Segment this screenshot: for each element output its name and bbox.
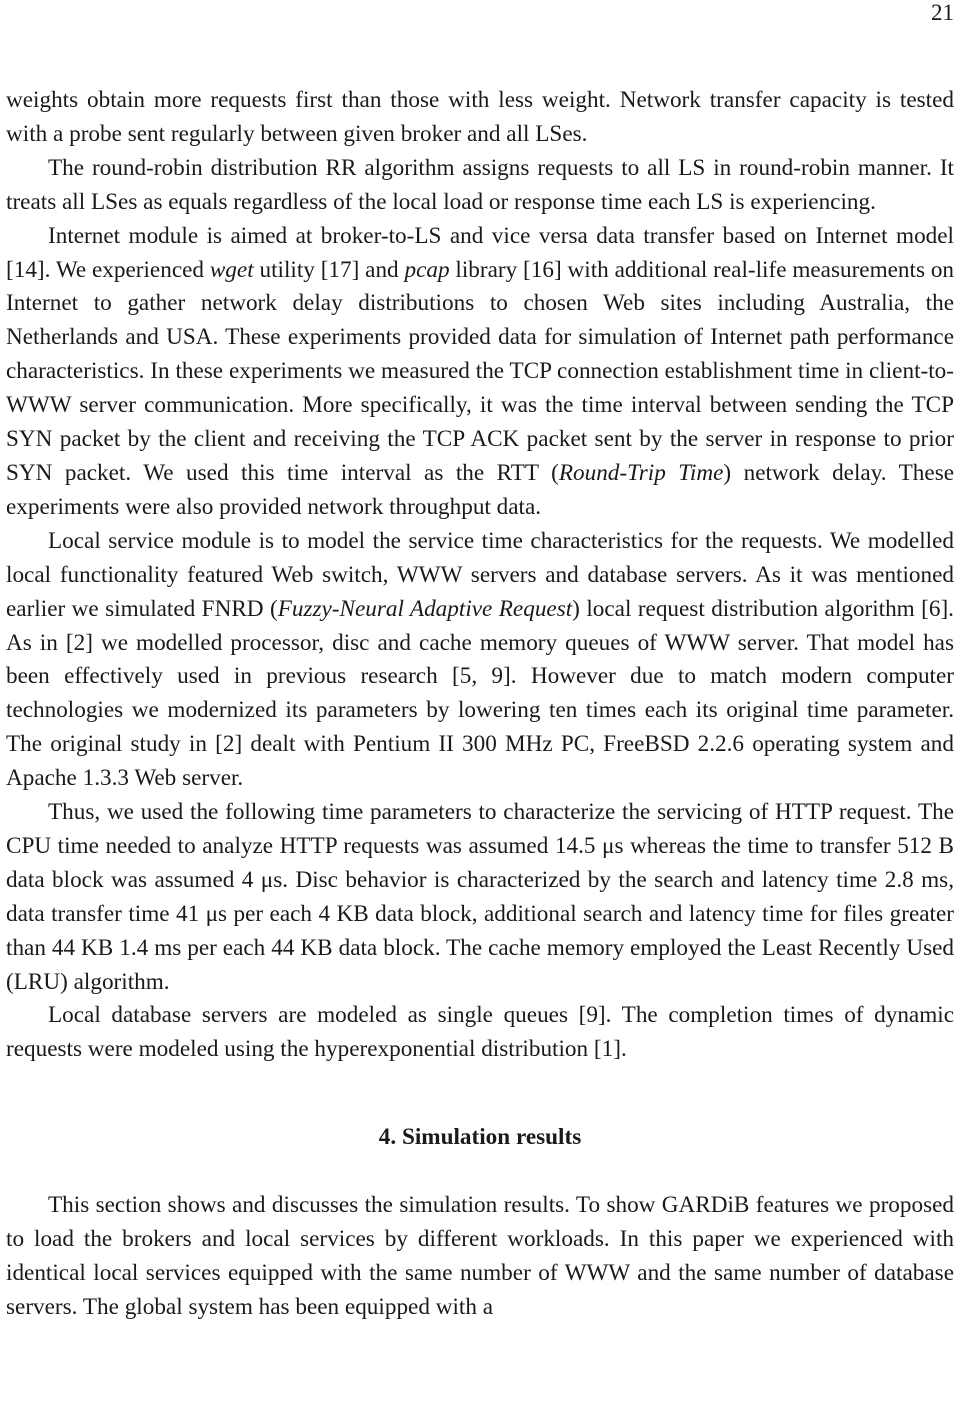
paragraph xyxy=(6,525,954,796)
paragraph xyxy=(6,1189,954,1325)
section-heading: 4. Simulation results xyxy=(378,1124,582,1151)
paragraphs-before xyxy=(6,84,954,1067)
paragraph xyxy=(6,152,954,220)
paragraph xyxy=(6,84,954,152)
italic-text: wget xyxy=(209,256,254,283)
text-run: library [16] with additional real-life measurements on Internet to gather network delay distributions to chosen Web sites including Australia, the Netherlands and USA. These experiments provided data for simulation of Internet path performance characteristics. In these experiments we measured the TCP connection establishment time in client-to-WWW server communication. More specifically, it was the time interval between sending the TCP SYN packet by the client and receiving the TCP ACK packet sent by the server in response to prior SYN packet. We used this time interval as the RTT ( xyxy=(6,256,955,486)
italic-text: pcap xyxy=(404,256,450,283)
text-run: ) local request distribution algorithm [6]. As in [2] we modelled processor, disc and cache memory queues of WWW server. That model has been effectively used in previous research [5, 9]. However due to match modern computer technologies we modernized its parameters by lowering ten times each its original time parameter. The original study in [2] dealt with Pentium II 300 MHz PC, FreeBSD 2.2.6 operating system and Apache 1.3.3 Web server. xyxy=(6,595,954,792)
text-run: Internet module is aimed at broker-to-LS and vice versa data transfer based on Internet model [14]. We experienced xyxy=(6,222,954,283)
paragraph xyxy=(6,999,954,1067)
paragraphs-after xyxy=(6,1189,954,1325)
text-run: This section shows and discusses the simulation results. To show GARDiB features we proposed to load the brokers and local services by different workloads. In this paper we experienced with identical local services equipped with the same number of WWW and the same number of database servers. The global system has been equipped with a xyxy=(6,1192,954,1320)
text-run: Local database servers are modeled as single queues [9]. The completion times of dynamic requests were modeled using the hyperexponential distribution [1]. xyxy=(6,1002,954,1063)
page-cutoff xyxy=(0,1412,960,1428)
text-run: Thus, we used the following time parameters to characterize the servicing of HTTP request. The CPU time needed to analyze HTTP requests was assumed 14.5 μs whereas the time to transfer 512 B data block was assumed 4 μs. Disc behavior is characterized by the search and latency time 2.8 ms, data transfer time 41 μs per each 4 KB data block, additional search and latency time for files greater than 44 KB 1.4 ms per each 44 KB data block. The cache memory employed the Least Recently Used (LRU) algorithm. xyxy=(6,799,954,995)
text-run: The round-robin distribution RR algorithm assigns requests to all LS in round-robin manner. It treats all LSes as equals regardless of the local load or response time each LS is experiencing. xyxy=(6,154,954,215)
text-run: Local service module is to model the service time characteristics for the requests. We modelled local functionality featured Web switch, WWW servers and database servers. As it was mentioned earlier we simulated FNRD ( xyxy=(6,527,954,622)
italic-text: Fuzzy-Neural Adaptive Request xyxy=(277,595,573,622)
italic-text: Round-Trip Time xyxy=(558,459,724,486)
body-text xyxy=(6,84,954,1325)
paragraph xyxy=(6,796,954,999)
page-number: 21 xyxy=(931,0,954,25)
text-run: ) network delay. These experiments were also provided network throughput data. xyxy=(6,459,955,520)
text-run: utility [17] and xyxy=(253,256,405,283)
text-run: weights obtain more requests first than those with less weight. Network transfer capacity is tested with a probe sent regularly between given broker and all LSes. xyxy=(6,87,954,147)
paragraph xyxy=(6,220,954,525)
